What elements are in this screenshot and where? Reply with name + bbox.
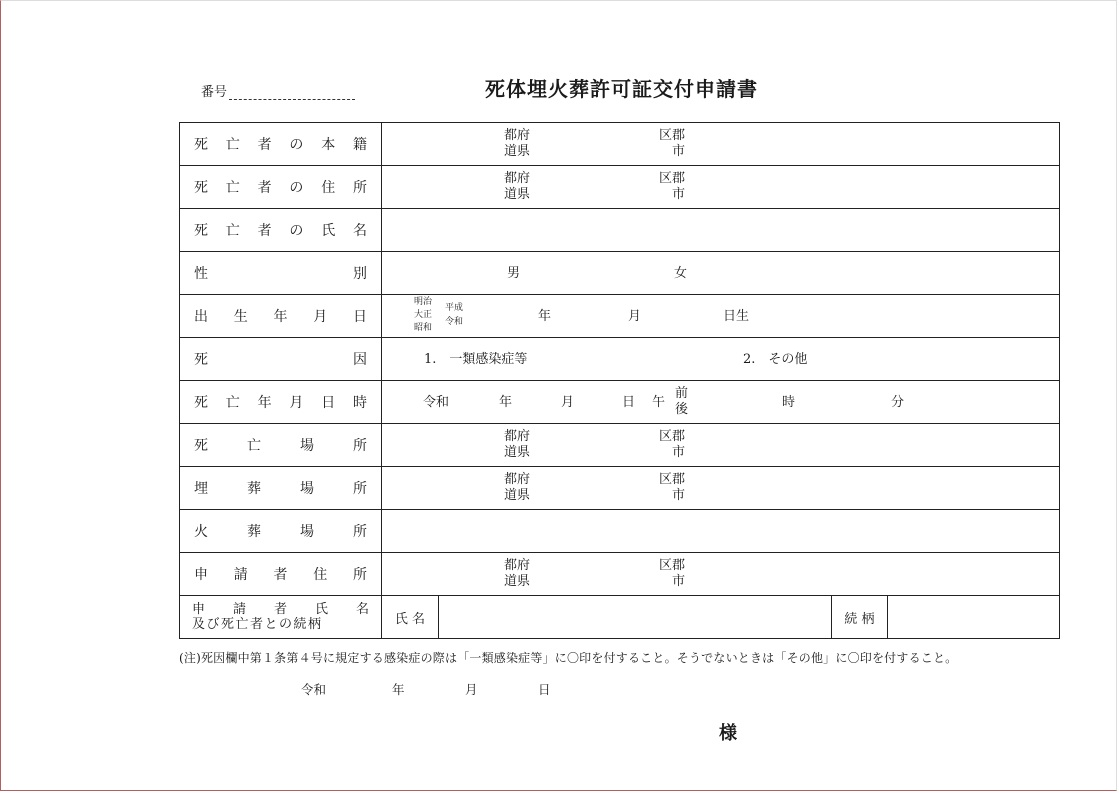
footer-month: 月 (465, 682, 478, 697)
applicant-name-input[interactable] (439, 596, 832, 638)
am-option[interactable]: 前 (675, 386, 689, 401)
field-honseki[interactable] (382, 123, 1060, 166)
era-reiwa[interactable]: 令和 (445, 317, 464, 327)
number-field (201, 81, 355, 100)
row-birth (180, 295, 1060, 338)
label-cremation-place: 火 葬 場 所 (180, 510, 382, 553)
field-cremation-place[interactable] (382, 510, 1060, 553)
footnote: (注)死因欄中第１条第４号に規定する感染症の際は「一類感染症等」に〇印を付すること。そうでないときは「その他」に〇印を付すること。 (179, 651, 958, 665)
field-sex[interactable] (382, 252, 1060, 295)
label-name: 死 亡 者 の 氏 名 (180, 209, 382, 252)
number-label: 番号 (201, 85, 228, 100)
field-address[interactable]: 都府 道県 区郡 市 (382, 166, 1060, 209)
field-cause[interactable] (382, 338, 1060, 381)
pm-option[interactable]: 後 (675, 402, 689, 417)
footer-era: 令和 (301, 682, 327, 697)
field-name[interactable] (382, 209, 1060, 252)
relation-label: 続 柄 (832, 596, 888, 638)
label-death-place: 死 亡 場 所 (180, 424, 382, 467)
field-applicant-name (382, 596, 1060, 639)
era-heisei[interactable]: 平成 (445, 303, 464, 313)
field-birth[interactable]: 明治 大正 昭和 平成 令和 年 月 日生 (382, 295, 1060, 338)
label-death-time: 死 亡 年 月 日 時 (180, 381, 382, 424)
row-honseki (180, 123, 1060, 166)
label-burial-place: 埋 葬 場 所 (180, 467, 382, 510)
field-burial-place[interactable]: 都府 道県 区郡 市 (382, 467, 1060, 510)
addr-shi: 市 (672, 144, 686, 159)
form-title: 死体埋火葬許可証交付申請書 (485, 77, 758, 101)
label-sex: 性 別 (180, 252, 382, 295)
label-address: 死 亡 者 の 住 所 (180, 166, 382, 209)
addr-to: 都府 (504, 128, 531, 143)
sex-female[interactable]: 女 (674, 266, 688, 281)
row-death-time (180, 381, 1060, 424)
era-taisho[interactable]: 大正 (414, 310, 433, 320)
relation-input[interactable] (888, 596, 1059, 638)
honorific-sama: 様 (719, 723, 737, 744)
row-name (180, 209, 1060, 252)
cause-option-1[interactable]: 1. 一類感染症等 (424, 352, 528, 367)
row-applicant-name (180, 596, 1060, 639)
era-showa[interactable]: 昭和 (414, 323, 433, 333)
row-cremation-place (180, 510, 1060, 553)
row-death-place (180, 424, 1060, 467)
addr-do: 道県 (504, 144, 531, 159)
field-applicant-address[interactable]: 都府 道県 区郡 市 (382, 553, 1060, 596)
label-honseki: 死 亡 者 の 本 籍 (180, 123, 382, 166)
row-address (180, 166, 1060, 209)
label-applicant-name: 申 請 者 氏 名 及び死亡者との続柄 (180, 596, 382, 639)
field-death-time[interactable]: 令和 年 月 日 午 前 後 時 分 (382, 381, 1060, 424)
footer-day: 日 (538, 682, 551, 697)
row-sex (180, 252, 1060, 295)
era-meiji[interactable]: 明治 (414, 297, 433, 307)
footer-year: 年 (392, 682, 405, 697)
label-cause: 死 因 (180, 338, 382, 381)
label-birth: 出 生 年 月 日 (180, 295, 382, 338)
field-death-place[interactable]: 都府 道県 区郡 市 (382, 424, 1060, 467)
applicant-name-label: 氏 名 (382, 596, 439, 638)
row-applicant-address (180, 553, 1060, 596)
label-applicant-address: 申 請 者 住 所 (180, 553, 382, 596)
sex-male[interactable]: 男 (507, 266, 521, 281)
row-burial-place (180, 467, 1060, 510)
row-cause (180, 338, 1060, 381)
addr-ku: 区郡 (659, 128, 686, 143)
number-blank[interactable] (229, 86, 355, 100)
application-table (179, 122, 1060, 639)
cause-option-2[interactable]: 2. その他 (743, 352, 808, 367)
